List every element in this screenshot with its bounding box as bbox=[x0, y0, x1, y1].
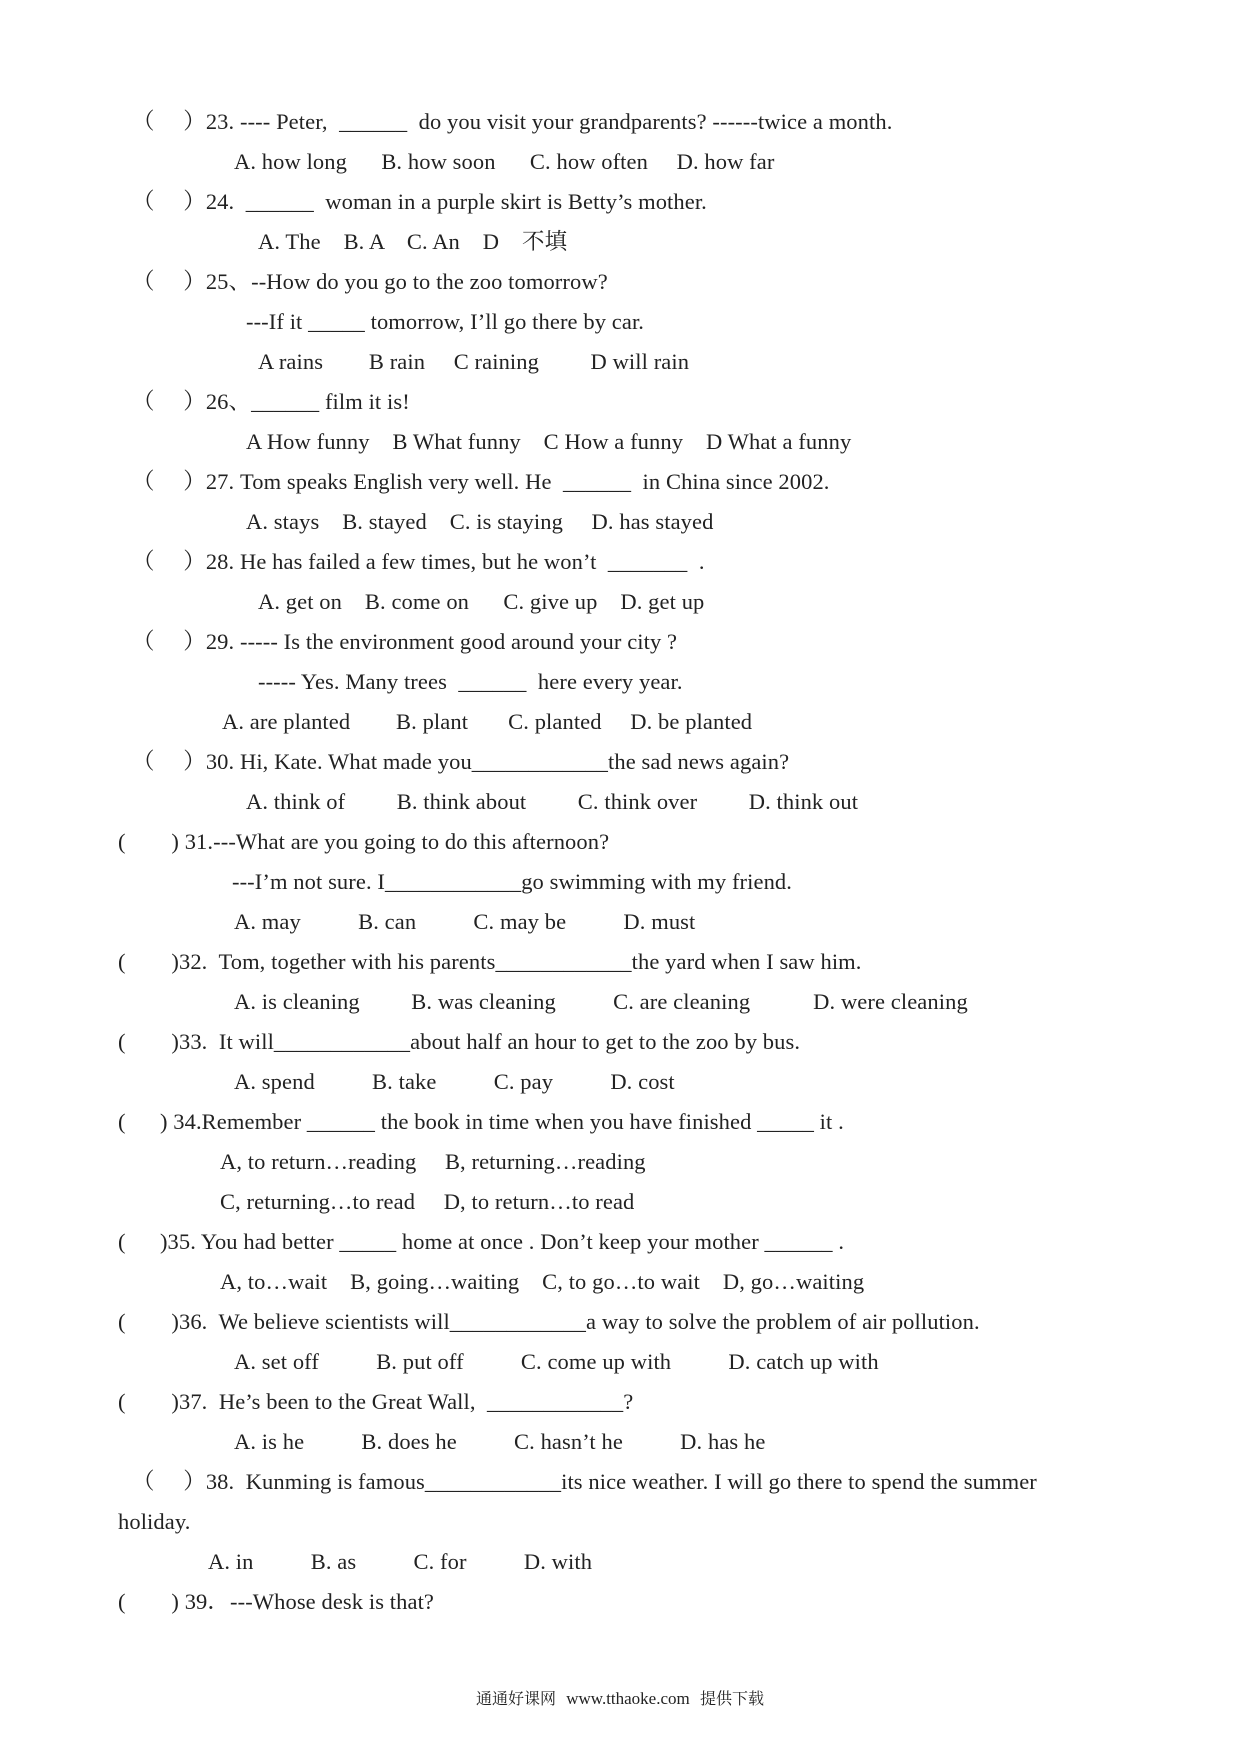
text-line: ---If it _____ tomorrow, I’ll go there by car. bbox=[246, 309, 645, 334]
text-line: （ ）25、--How do you go to the zoo tomorrow? bbox=[132, 269, 608, 294]
text-line: A. spend B. take C. pay D. cost bbox=[234, 1069, 675, 1094]
text-line: （ ）26、______ film it is! bbox=[132, 389, 410, 414]
text-line: A. set off B. put off C. come up with D. catch up with bbox=[234, 1349, 879, 1374]
text-line: A. in B. as C. for D. with bbox=[208, 1549, 593, 1574]
text-line: A. how long B. how soon C. how often D. how far bbox=[234, 149, 775, 174]
text-line: （ ）24. ______ woman in a purple skirt is Betty’s mother. bbox=[132, 189, 707, 214]
text-line: A. get on B. come on C. give up D. get up bbox=[258, 589, 705, 614]
footer-site-name: 通通好课网 bbox=[476, 1689, 557, 1708]
text-line: A. are planted B. plant C. planted D. be planted bbox=[222, 709, 753, 734]
text-line: A. is he B. does he C. hasn’t he D. has he bbox=[234, 1429, 766, 1454]
text-line: （ ）23. ---- Peter, ______ do you visit your grandparents? ------twice a month. bbox=[132, 109, 893, 134]
text-line: ( ) 31.---What are you going to do this afternoon? bbox=[118, 829, 610, 854]
text-line: A. The B. A C. An D 不填 bbox=[258, 229, 568, 254]
text-line: C, returning…to read D, to return…to read bbox=[220, 1189, 635, 1214]
text-line: A. stays B. stayed C. is staying D. has stayed bbox=[246, 509, 714, 534]
text-line: A How funny B What funny C How a funny D What a funny bbox=[246, 429, 852, 454]
text-line: holiday. bbox=[118, 1509, 191, 1534]
text-line: A. may B. can C. may be D. must bbox=[234, 909, 696, 934]
text-line: ---I’m not sure. I____________go swimming with my friend. bbox=[232, 869, 793, 894]
text-line: ( )33. It will____________about half an hour to get to the zoo by bus. bbox=[118, 1029, 801, 1054]
text-line: ----- Yes. Many trees ______ here every year. bbox=[258, 669, 683, 694]
text-line: ( ) 34.Remember ______ the book in time when you have finished _____ it . bbox=[118, 1109, 844, 1134]
footer-download-text: 提供下载 bbox=[699, 1689, 764, 1708]
text-line: （ ）30. Hi, Kate. What made you____________the sad news again? bbox=[132, 749, 790, 774]
text-line: A, to return…reading B, returning…reading bbox=[220, 1149, 646, 1174]
text-line: A rains B rain C raining D will rain bbox=[258, 349, 690, 374]
text-line: （ ）29. ----- Is the environment good around your city ? bbox=[132, 629, 678, 654]
text-line: A. think of B. think about C. think over D. think out bbox=[246, 789, 859, 814]
text-line: ( )37. He’s been to the Great Wall, ____________? bbox=[118, 1389, 634, 1414]
text-line: （ ）28. He has failed a few times, but he won’t _______ . bbox=[132, 549, 705, 574]
text-line: ( ) 39．---Whose desk is that? bbox=[118, 1589, 435, 1614]
text-line: ( )36. We believe scientists will____________a way to solve the problem of air pollution. bbox=[118, 1309, 980, 1334]
text-line: A, to…wait B, going…waiting C, to go…to wait D, go…waiting bbox=[220, 1269, 865, 1294]
text-line: （ ）38. Kunming is famous____________its nice weather. I will go there to spend the summer bbox=[132, 1469, 1037, 1494]
footer-url: www.tthaoke.com bbox=[566, 1689, 690, 1708]
text-line: A. is cleaning B. was cleaning C. are cleaning D. were cleaning bbox=[234, 989, 968, 1014]
page-footer bbox=[0, 1686, 1240, 1709]
text-line: ( )35. You had better _____ home at once . Don’t keep your mother ______ . bbox=[118, 1229, 845, 1254]
text-line: （ ）27. Tom speaks English very well. He ______ in China since 2002. bbox=[132, 469, 830, 494]
text-line: ( )32. Tom, together with his parents____________the yard when I saw him. bbox=[118, 949, 862, 974]
